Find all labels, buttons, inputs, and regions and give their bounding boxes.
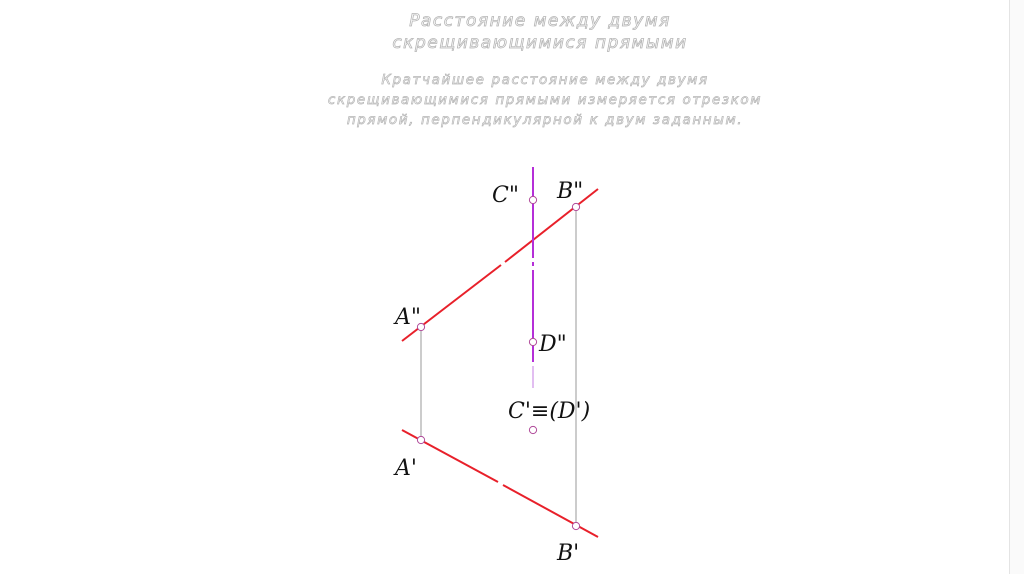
slide-subtitle-line-3: прямой, перпендикулярной к двум заданным. xyxy=(346,112,744,128)
slide-title-line-1: Расстояние между двумя xyxy=(409,11,671,31)
slide-subtitle-line-1: Кратчайшее расстояние между двумя xyxy=(381,72,709,88)
label-b-top: B' xyxy=(557,541,580,566)
slide-subtitle-line-2: скрещивающимися прямыми измеряется отрезком xyxy=(327,92,763,108)
point-a-top xyxy=(417,436,424,443)
label-d-front: D" xyxy=(539,332,567,357)
slide-title-line-2: скрещивающимися прямыми xyxy=(392,33,688,53)
label-b-front: B" xyxy=(557,179,584,204)
point-d-front xyxy=(529,338,536,345)
point-b-top xyxy=(572,522,579,529)
point-c-front xyxy=(529,196,536,203)
point-b-front xyxy=(572,203,579,210)
label-a-top: A' xyxy=(395,456,417,481)
label-cd-top: C'≡(D') xyxy=(508,399,591,424)
point-cd-top xyxy=(529,426,536,433)
label-a-front: A" xyxy=(395,305,422,330)
line-ab-top-2 xyxy=(503,485,598,537)
label-c-front: C" xyxy=(492,183,519,208)
